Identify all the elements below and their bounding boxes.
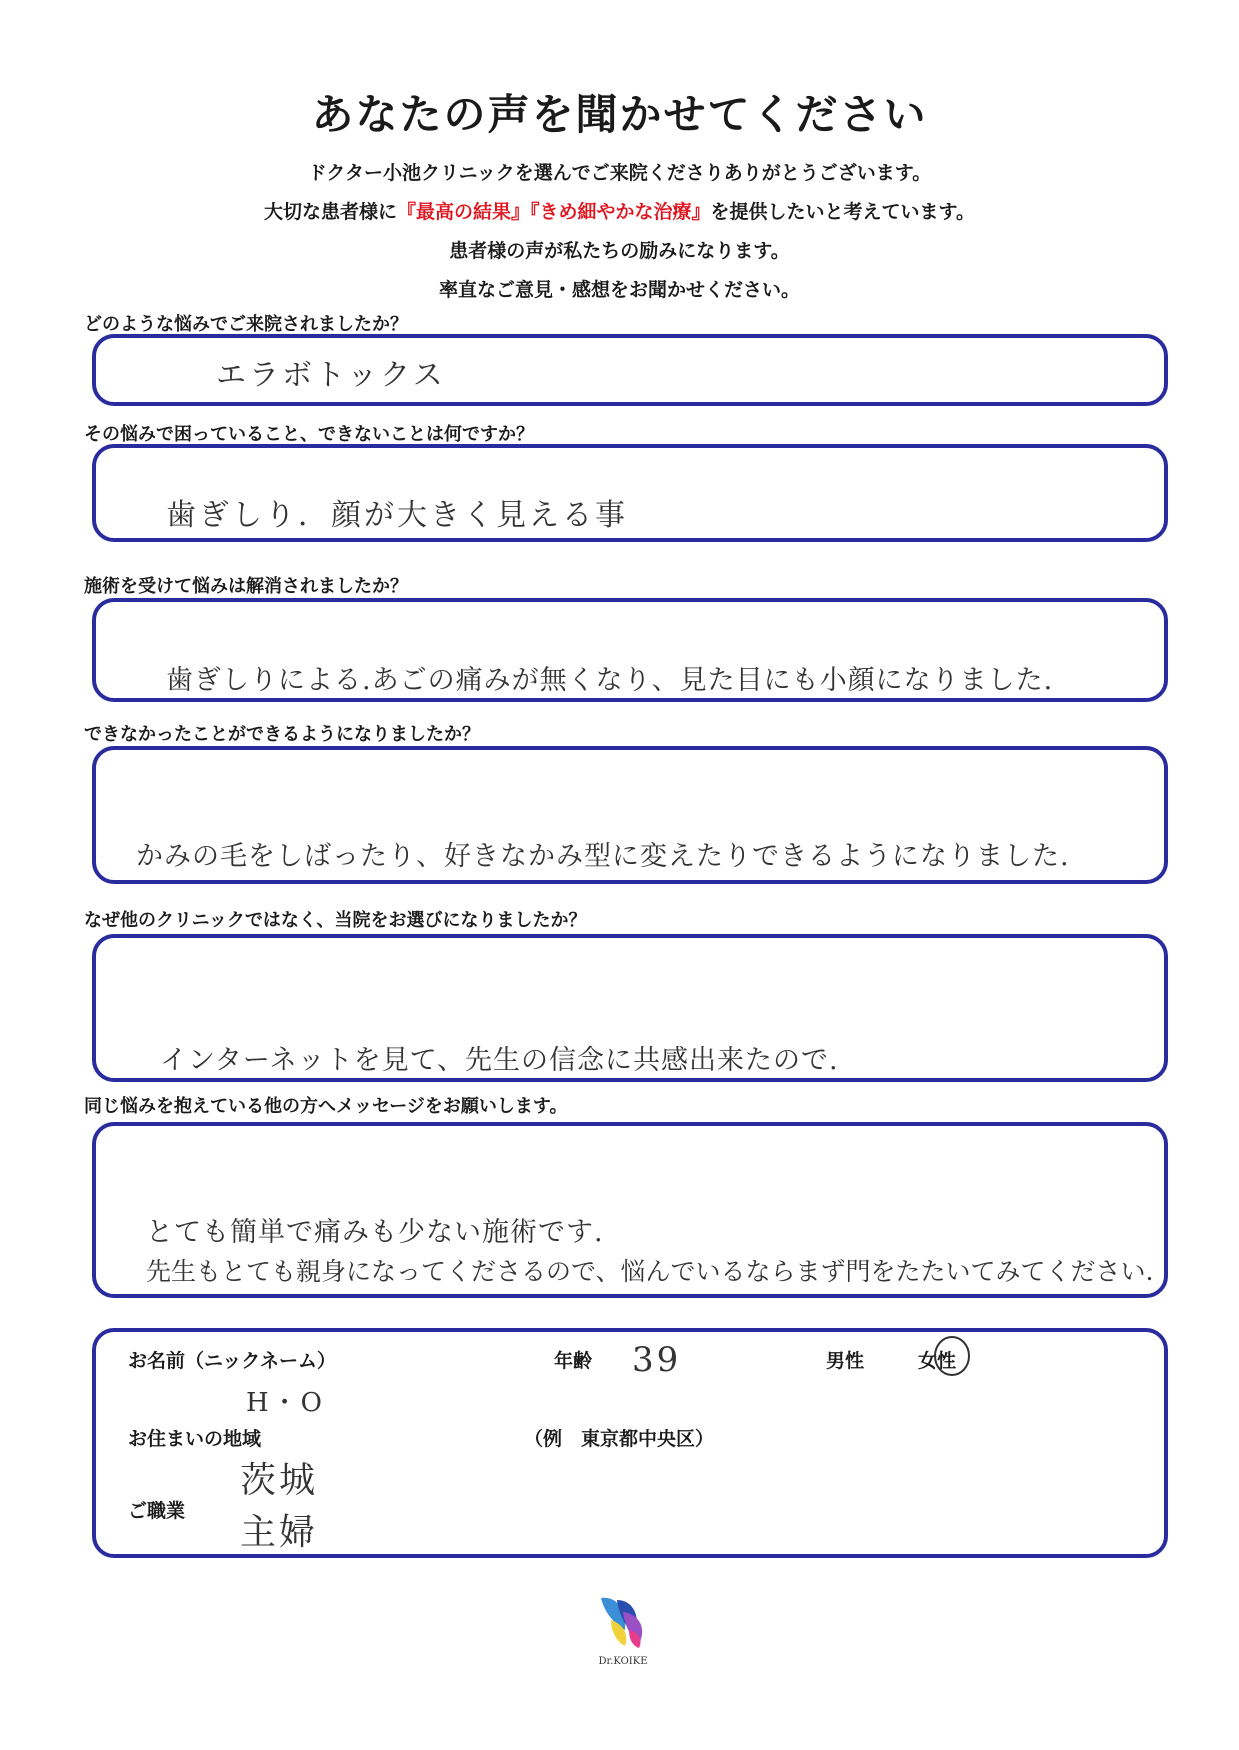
job-value: 主婦 bbox=[240, 1512, 319, 1553]
age-value: 39 bbox=[632, 1340, 682, 1380]
question-5-answer-box bbox=[92, 934, 1168, 1082]
question-6-answer-box bbox=[92, 1122, 1168, 1298]
female-label: 女性 bbox=[918, 1350, 957, 1372]
female-selected-circle bbox=[932, 1334, 972, 1378]
name-label: お名前（ニックネーム） bbox=[128, 1350, 337, 1372]
question-5-answer: インターネットを見て、先生の信念に共感出来たので. bbox=[160, 1045, 839, 1076]
intro-line-3: 患者様の声が私たちの励みになります。 bbox=[449, 240, 790, 262]
question-1-label: どのような悩みでご来院されましたか？ bbox=[84, 314, 408, 335]
intro-line-4: 率直なご意見・感想をお聞かせください。 bbox=[438, 279, 800, 301]
question-3-label: 施術を受けて悩みは解消されましたか？ bbox=[84, 576, 408, 597]
page-title: あなたの声を聞かせてください bbox=[311, 90, 928, 139]
question-6-answer-line-2: 先生もとても親身になってくださるので、悩んでいるならまず門をたたいてみてください. bbox=[146, 1257, 1154, 1286]
question-4-answer: かみの毛をしばったり、好きなかみ型に変えたりできるようになりました. bbox=[136, 841, 1070, 872]
feather-logo-icon bbox=[593, 1590, 653, 1650]
area-label: お住まいの地域 bbox=[128, 1428, 262, 1450]
clinic-logo bbox=[588, 1590, 658, 1667]
job-label: ご職業 bbox=[128, 1500, 186, 1522]
age-label: 年齢 bbox=[554, 1350, 593, 1372]
intro-line-1: ドクター小池クリニックを選んでご来院くださりありがとうございます。 bbox=[307, 162, 932, 184]
male-label: 男性 bbox=[826, 1350, 865, 1372]
intro-line-2-highlight: 『最高の結果』『きめ細やかな治療』 bbox=[397, 201, 711, 223]
question-4-answer-box bbox=[92, 746, 1168, 884]
intro-line-2-post: を提供したいと考えています。 bbox=[710, 201, 975, 223]
question-3-answer: 歯ぎしりによる.あごの痛みが無くなり、見た目にも小顔になりました. bbox=[166, 665, 1054, 696]
question-2-label: その悩みで困っていること、できないことは何ですか？ bbox=[84, 424, 534, 445]
question-4-label: できなかったことができるようになりましたか？ bbox=[84, 724, 480, 745]
area-value: 茨城 bbox=[240, 1460, 319, 1501]
question-6-answer-line-1: とても簡単で痛みも少ない施術です. bbox=[146, 1217, 604, 1248]
question-6-label: 同じ悩みを抱えている他の方へメッセージをお願いします。 bbox=[84, 1096, 568, 1117]
logo-text: Dr.KOIKE bbox=[598, 1656, 648, 1667]
question-2-answer: 歯ぎしり．顔が大きく見える事 bbox=[166, 498, 628, 533]
question-5-label: なぜ他のクリニックではなく、当院をお選びになりましたか？ bbox=[84, 910, 587, 931]
question-1-answer-box bbox=[92, 334, 1168, 406]
question-3-answer-box bbox=[92, 598, 1168, 702]
question-2-answer-box bbox=[92, 444, 1168, 542]
intro-line-2 bbox=[0, 197, 1239, 224]
name-value: H・O bbox=[246, 1388, 325, 1418]
intro-line-2-pre: 大切な患者様に bbox=[263, 201, 397, 223]
area-example: （例 東京都中央区） bbox=[524, 1428, 715, 1450]
question-1-answer: エラボトックス bbox=[216, 358, 446, 393]
